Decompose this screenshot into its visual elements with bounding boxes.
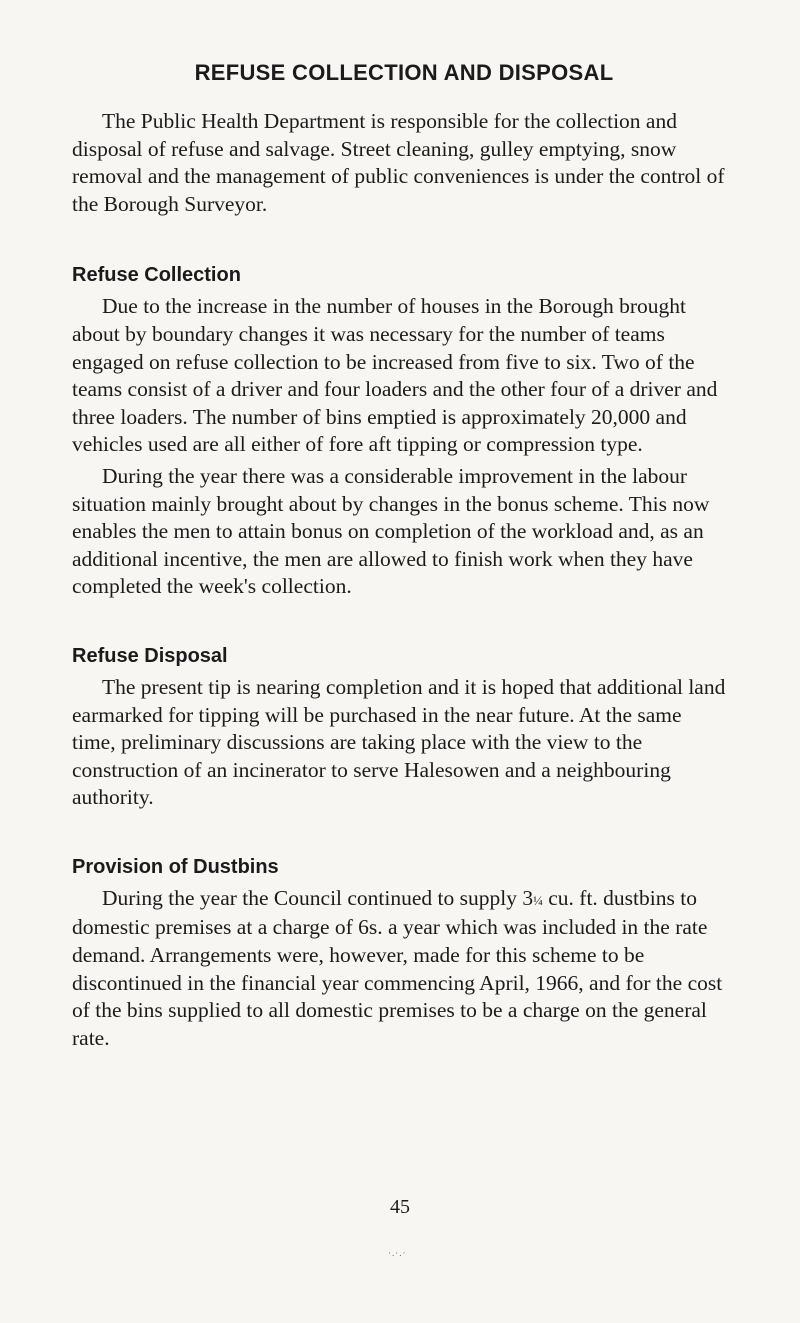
section-heading-refuse-disposal: Refuse Disposal bbox=[72, 644, 228, 667]
page-number: 45 bbox=[390, 1196, 410, 1218]
dustbins-paragraph-start: During the year the Council continued to supply 3 bbox=[102, 885, 534, 910]
section-refuse-collection bbox=[72, 264, 730, 601]
dustbins-paragraph bbox=[72, 885, 730, 1053]
dustbins-paragraph-end: cu. ft. dustbins to domestic premises at a charge of 6s. a year which was included in the rate demand. Arrangements were, however, made for this scheme to be discontinued in the financial year commencing April, 1966, and for the cost of the bins supplied to all domestic premises to be a charge on the general rate. bbox=[72, 885, 723, 1050]
page-title: REFUSE COLLECTION AND DISPOSAL bbox=[194, 60, 614, 85]
refuse-collection-paragraph-1: Due to the increase in the number of houses in the Borough brought about by boundary changes it was necessary for the number of teams engaged on refuse collection to be increased from five to six. Two of the teams consist of a driver and four loaders and the other four of a driver and three loaders. The number of bins emptied is approximately 20,000 and vehicles used are all either of fore aft tipping or compression type. bbox=[72, 294, 718, 457]
section-heading-refuse-collection: Refuse Collection bbox=[72, 264, 241, 287]
section-provision-of-dustbins bbox=[72, 856, 730, 1053]
document-page bbox=[72, 60, 730, 1052]
section-refuse-disposal bbox=[72, 645, 730, 812]
stray-print-mark: ·.·.· bbox=[388, 1248, 407, 1258]
section-heading-provision-of-dustbins: Provision of Dustbins bbox=[72, 855, 279, 878]
refuse-disposal-paragraph: The present tip is nearing completion and it is hoped that additional land earmarked for tipping will be purchased in the near future. At the same time, preliminary discussions are taking place with the view to the construction of an incinerator to serve Halesowen and a neighbouring authority. bbox=[72, 674, 726, 810]
quarter-fraction: ¼ bbox=[533, 892, 543, 908]
intro-paragraph: The Public Health Department is responsible for the collection and disposal of refuse and salvage. Street cleaning, gulley emptying, snow removal and the management of public conveniences is under the control of the Borough Surveyor. bbox=[72, 109, 725, 216]
refuse-collection-paragraph-2: During the year there was a considerable improvement in the labour situation mainly brought about by changes in the bonus scheme. This now enables the men to attain bonus on completion of the workload and, as an additional incentive, the men are allowed to finish work when they have completed the week's collection. bbox=[72, 463, 710, 599]
